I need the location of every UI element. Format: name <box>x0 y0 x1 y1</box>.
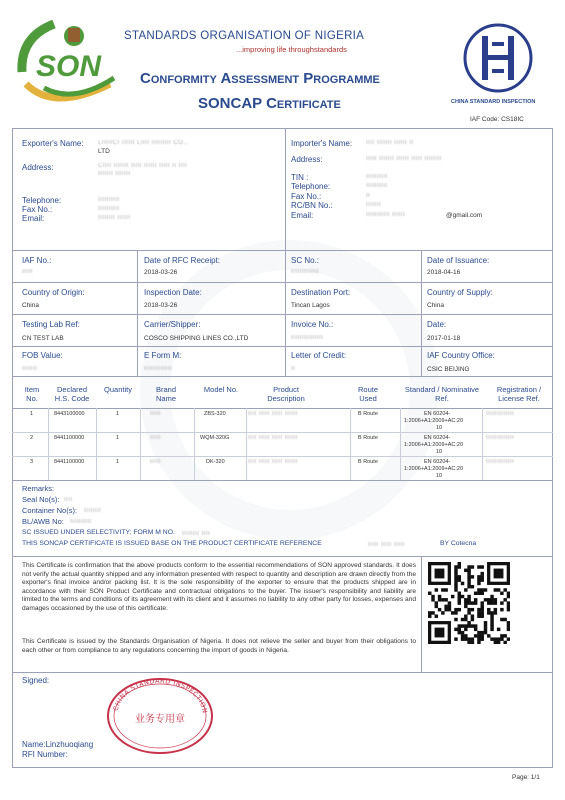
org-name: STANDARDS ORGANISATION OF NIGERIA <box>124 30 365 42</box>
son-logo-text: SON <box>36 50 102 83</box>
frame-hline <box>12 250 553 251</box>
remarks-sc-redacted: IIIIIIII IIII <box>182 531 211 537</box>
iaf-no-redacted: IIIII <box>22 269 33 275</box>
stamp-center-text: 业务专用章 <box>135 714 185 725</box>
row-model: WQM-320G <box>200 435 230 441</box>
table-row-rule <box>12 456 553 457</box>
supply-value: China <box>427 302 444 309</box>
importer-address-redacted: IIIII IIIIIII IIIIII IIIII IIIIIIII <box>366 156 442 162</box>
inspection-label: Inspection Date: <box>144 288 202 297</box>
loc-label: Letter of Credit: <box>291 351 347 360</box>
col-header-registration: Registration / License Ref. <box>496 385 542 403</box>
remarks-title: Remarks: <box>22 484 55 493</box>
csi-caption: CHINA STANDARD INSPECTION <box>451 99 536 105</box>
table-row-rule <box>12 432 553 433</box>
signed-label: Signed: <box>22 676 50 685</box>
rfc-date-label: Date of RFC Receipt: <box>144 256 221 265</box>
row-hs-code: 8441100000 <box>54 435 85 441</box>
origin-label: Country of Origin: <box>22 288 85 297</box>
col-header-route: Route Used <box>357 385 378 403</box>
loc-redacted: II <box>291 366 296 372</box>
issuance-value: 2018-04-16 <box>427 269 461 276</box>
table-header-rule <box>12 408 553 409</box>
exporter-name-value: LTD <box>98 148 110 155</box>
frame-hline <box>12 672 553 673</box>
stamp-ring-text: CHINA STANDARD INSPECTION <box>111 676 209 715</box>
fob-label: FOB Value: <box>22 351 63 360</box>
importer-email-value: @gmail.com <box>446 212 483 219</box>
port-value: Tincan Lagos <box>291 302 330 309</box>
certificate-title: SONCAP Certificate <box>198 95 341 112</box>
importer-email-redacted: IIIIIIIIIII IIIIII <box>366 212 406 218</box>
iaf-no-label: IAF No.: <box>22 256 52 265</box>
fob-redacted: IIIIIII <box>22 366 38 372</box>
row-standard-line2: 1:2006+A1:2009+AC:20 <box>404 418 464 424</box>
frame-hline <box>12 480 553 481</box>
importer-telephone-redacted: IIIIIIIIII <box>366 183 388 189</box>
col-header-qty: Quantity <box>104 385 132 394</box>
conformity-paragraph: This Certificate is confirmation that the above products conform to the essential recommendations of SON approved standards. It does not verify the actual quantity shipped and any information presented with respect to quantity and description are drawn directly from the exporter's final invoice and/or packing list. It is the sole responsibility of the exporter to ensure that the products shipped are in accordance with their SON Product Certificate and contractual obligations to the buyer. The issuer's responsibility and liability are limited to the terms and conditions of its agreement with its client and it assumes no liability to any other party for losses, expenses and damages occasioned by the use of this certificate. <box>22 562 416 612</box>
row-route: B Route <box>358 411 378 417</box>
importer-rc-label: RC/BN No.: <box>291 201 333 210</box>
exporter-fax-label: Fax No.: <box>22 205 53 214</box>
table-col-rule <box>400 408 401 480</box>
company-stamp <box>105 676 215 756</box>
row-quantity: 1 <box>116 435 120 441</box>
row-description-redacted: IIII IIIII IIIII IIIIII <box>248 459 298 465</box>
signer-name: Name:Linzhuoqiang <box>22 740 94 749</box>
csi-logo <box>462 22 534 94</box>
exporter-address-label: Address: <box>22 163 54 172</box>
row-item: 1 <box>30 411 34 417</box>
table-col-rule <box>48 408 49 480</box>
importer-name-label: Importer's Name: <box>291 139 353 148</box>
frame-hline <box>12 314 553 315</box>
remarks-container-redacted: IIIIIIII <box>84 508 102 514</box>
exporter-email-label: Email: <box>22 214 45 223</box>
grid-vline <box>421 250 422 376</box>
lab-value: CN TEST LAB <box>22 335 64 342</box>
importer-address-label: Address: <box>291 155 323 164</box>
son-logo <box>14 12 124 112</box>
row-standard-line3: 10 <box>436 473 443 479</box>
sc-no-label: SC No.: <box>291 256 320 265</box>
row-standard-line1: EN 60204- <box>424 435 451 441</box>
table-col-rule <box>482 408 483 480</box>
col-header-hs: Declared H.S. Code <box>54 385 90 403</box>
port-label: Destination Port: <box>291 288 351 297</box>
qr-divider <box>421 556 422 672</box>
row-quantity: 1 <box>116 459 120 465</box>
row-standard-line1: EN 60204- <box>424 459 451 465</box>
row-quantity: 1 <box>116 411 120 417</box>
frame-vdivider-parties <box>285 128 286 250</box>
col-header-description: Product Description <box>267 385 305 403</box>
remarks-container: Container No(s): <box>22 506 78 515</box>
frame-hline <box>12 376 553 377</box>
exporter-email-redacted: IIIIIIII IIIIII <box>98 215 131 221</box>
row-standard-line2: 1:2006+A1:2009+AC:20 <box>404 442 464 448</box>
row-standard-line3: 10 <box>436 425 443 431</box>
row-registration-redacted: IIIIIIIIIIIII <box>486 411 515 417</box>
eform-label: E Form M: <box>144 351 182 360</box>
row-standard-line1: EN 60204- <box>424 411 451 417</box>
col-header-model: Model No. <box>203 385 239 394</box>
iaf-code: IAF Code: CS18IC <box>470 116 524 123</box>
exporter-fax-redacted: IIIIIIIIII <box>98 206 120 212</box>
table-col-rule <box>350 408 351 480</box>
remarks-seal: Seal No(s): <box>22 495 60 504</box>
row-item: 3 <box>30 459 34 465</box>
importer-fax-redacted: II <box>366 193 371 199</box>
programme-title: Conformity Assessment Programme <box>140 70 380 87</box>
frame-hline <box>12 346 553 347</box>
importer-tin-label: TIN : <box>291 173 309 182</box>
page-number: Page: 1/1 <box>512 774 540 781</box>
importer-tin-redacted: IIIIIIIIII <box>366 174 388 180</box>
iaf-office-label: IAF Country Office: <box>427 351 495 360</box>
issuer-paragraph: This Certificate is issued by the Standards Organisation of Nigeria. It does not relieve the seller and buyer from their obligations to each other or from compliance to any regulations concerning the import of goods in Nigeria. <box>22 638 416 654</box>
exporter-name-label: Exporter's Name: <box>22 139 84 148</box>
row-hs-code: 8441100000 <box>54 459 85 465</box>
importer-rc-redacted: IIIIIII <box>366 202 382 208</box>
carrier-label: Carrier/Shipper: <box>144 320 201 329</box>
col-header-standard: Standard / Nominative Ref. <box>404 385 480 403</box>
row-standard-line2: 1:2006+A1:2009+AC:20 <box>404 466 464 472</box>
org-tagline: ...improving life throughstandards <box>236 45 347 54</box>
remarks-ref-redacted: IIIII IIIII IIIII <box>368 542 405 548</box>
row-brand-redacted: IIIII <box>150 459 161 465</box>
qr-code <box>428 562 510 644</box>
date-value: 2017-01-18 <box>427 335 461 342</box>
grid-vline <box>137 250 138 376</box>
carrier-value: COSCO SHIPPING LINES CO.,LTD <box>144 335 249 342</box>
row-registration-redacted: IIIIIIIIIIIII <box>486 459 515 465</box>
row-brand-redacted: IIIII <box>150 411 161 417</box>
eform-redacted: IIIIIIIIIIIII <box>144 366 173 372</box>
row-model: DK-320 <box>206 459 225 465</box>
frame-hline <box>12 556 553 557</box>
issuance-label: Date of Issuance: <box>427 256 490 265</box>
exporter-telephone-redacted: IIIIIIIIII <box>98 197 120 203</box>
invoice-redacted: IIIIIIIIIIIIIII <box>291 335 324 341</box>
invoice-label: Invoice No.: <box>291 320 334 329</box>
remarks-sc-issued: SC ISSUED UNDER SELECTIVITY; FORM M NO. <box>22 529 175 536</box>
row-registration-redacted: IIIIIIIIIIIII <box>486 435 515 441</box>
date-label: Date: <box>427 320 447 329</box>
row-route: B Route <box>358 459 378 465</box>
exporter-telephone-label: Telephone: <box>22 196 62 205</box>
frame-hline <box>12 282 553 283</box>
remarks-bl-redacted: IIIIIIIIII <box>70 519 92 525</box>
row-item: 2 <box>30 435 34 441</box>
iaf-office-value: CSIC BEIJING <box>427 366 470 373</box>
row-route: B Route <box>358 435 378 441</box>
rfc-date-value: 2018-03-26 <box>144 269 178 276</box>
row-description-redacted: IIII IIIII IIIII IIIIII <box>248 411 298 417</box>
importer-name-redacted: IIII IIIIIII IIIIII II <box>366 140 414 146</box>
remarks-seal-redacted: IIII <box>64 497 73 503</box>
lab-label: Testing Lab Ref: <box>22 320 80 329</box>
remarks-bl: BL/AWB No: <box>22 517 64 526</box>
inspection-value: 2018-03-26 <box>144 302 178 309</box>
row-model: ZBS-320 <box>204 411 226 417</box>
row-hs-code: 8443100000 <box>54 411 85 417</box>
importer-telephone-label: Telephone: <box>291 182 331 191</box>
rfi-number-label: RFI Number: <box>22 750 68 759</box>
col-header-brand: Brand Name <box>155 385 176 403</box>
table-col-rule <box>246 408 247 480</box>
col-header-item: Item No. <box>24 385 40 403</box>
importer-email-label: Email: <box>291 211 314 220</box>
row-standard-line3: 10 <box>436 449 443 455</box>
exporter-address-redacted: IIIIIII IIIIIII <box>98 171 131 177</box>
sc-no-redacted: IIIIIIIIIIIII <box>291 269 320 275</box>
exporter-name-redacted: LIIIIICI IIIIII LIIII IIIIIIIII CO., <box>98 140 188 146</box>
table-col-rule <box>96 408 97 480</box>
origin-value: China <box>22 302 39 309</box>
row-description-redacted: IIII IIIII IIIII IIIIII <box>248 435 298 441</box>
grid-vline <box>285 250 286 376</box>
exporter-address-redacted: CIIII IIIIIII IIIII IIIIII IIIII II IIII <box>98 163 188 169</box>
row-brand-redacted: IIIII <box>150 435 161 441</box>
table-col-rule <box>194 408 195 480</box>
importer-fax-label: Fax No.: <box>291 192 322 201</box>
table-col-rule <box>140 408 141 480</box>
remarks-by: BY Cotecna <box>440 540 477 547</box>
supply-label: Country of Supply: <box>427 288 493 297</box>
remarks-issued-base: THIS SONCAP CERTIFICATE IS ISSUED BASE ON THE PRODUCT CERTIFICATE REFERENCE <box>22 540 322 547</box>
